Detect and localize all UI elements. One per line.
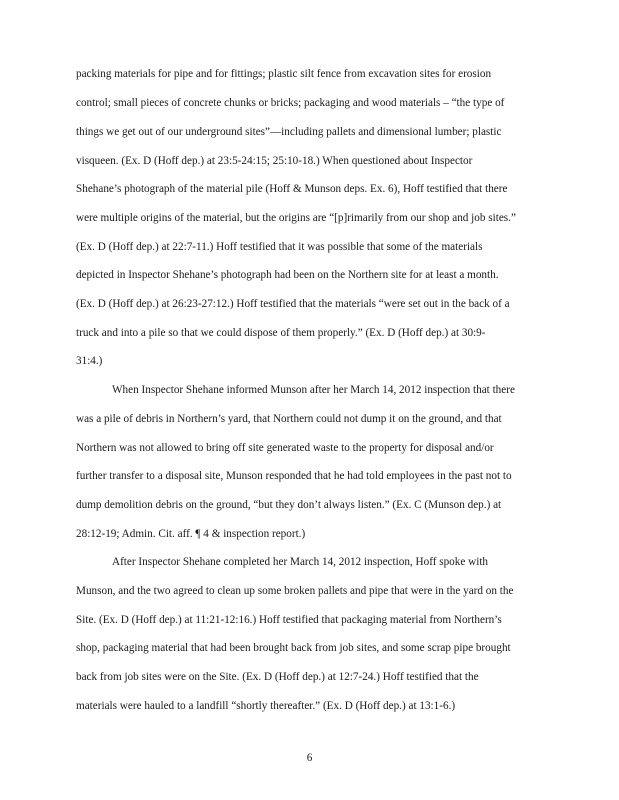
text-line: packing materials for pipe and for fittings; plastic silt fence from excavation sites for erosion <box>76 68 492 80</box>
text-line: control; small pieces of concrete chunks or bricks; packaging and wood materials – “the type of <box>76 97 505 109</box>
paragraph-first-line: When Inspector Shehane informed Munson after her March 14, 2012 inspection that there <box>112 384 515 396</box>
text-line: (Ex. D (Hoff dep.) at 22:7-11.) Hoff testified that it was possible that some of the materials <box>76 241 483 253</box>
text-line: dump demolition debris on the ground, “but they don’t always listen.” (Ex. C (Munson dep.) at <box>76 499 502 511</box>
text-line: things we get out of our underground sites”—including pallets and dimensional lumber; plastic <box>76 126 502 138</box>
text-line: 31:4.) <box>76 355 103 367</box>
text-line: Site. (Ex. D (Hoff dep.) at 11:21-12:16.) Hoff testified that packaging material from Northern’s <box>76 614 502 626</box>
page-number: 6 <box>306 752 313 764</box>
paragraph-first-line: After Inspector Shehane completed her March 14, 2012 inspection, Hoff spoke with <box>112 556 489 568</box>
text-line: were multiple origins of the material, but the origins are “[p]rimarily from our shop and job sites.” <box>76 212 516 224</box>
text-line: further transfer to a disposal site, Munson responded that he had told employees in the past not to <box>76 470 512 482</box>
text-line: truck and into a pile so that we could dispose of them properly.” (Ex. D (Hoff dep.) at 30:9- <box>76 327 486 339</box>
text-line: depicted in Inspector Shehane’s photograph had been on the Northern site for at least a month. <box>76 269 499 281</box>
text-line: back from job sites were on the Site. (Ex. D (Hoff dep.) at 12:7-24.) Hoff testified that the <box>76 671 479 683</box>
text-line: materials were hauled to a landfill “shortly thereafter.” (Ex. D (Hoff dep.) at 13:1-6.) <box>76 700 456 712</box>
text-line: was a pile of debris in Northern’s yard, that Northern could not dump it on the ground, and that <box>76 413 502 425</box>
text-line: Northern was not allowed to bring off site generated waste to the property for disposal and/or <box>76 442 494 454</box>
text-line: visqueen. (Ex. D (Hoff dep.) at 23:5-24:15; 25:10-18.) When questioned about Inspector <box>76 155 473 167</box>
text-line: Shehane’s photograph of the material pile (Hoff & Munson deps. Ex. 6), Hoff testified that there <box>76 183 508 195</box>
text-line: (Ex. D (Hoff dep.) at 26:23-27:12.) Hoff testified that the materials “were set out in the back of a <box>76 298 510 310</box>
text-line: 28:12-19; Admin. Cit. aff. ¶ 4 & inspection report.) <box>76 528 306 540</box>
text-line: Munson, and the two agreed to clean up some broken pallets and pipe that were in the yard on the <box>76 585 514 597</box>
text-line: shop, packaging material that had been brought back from job sites, and some scrap pipe brought <box>76 642 511 654</box>
